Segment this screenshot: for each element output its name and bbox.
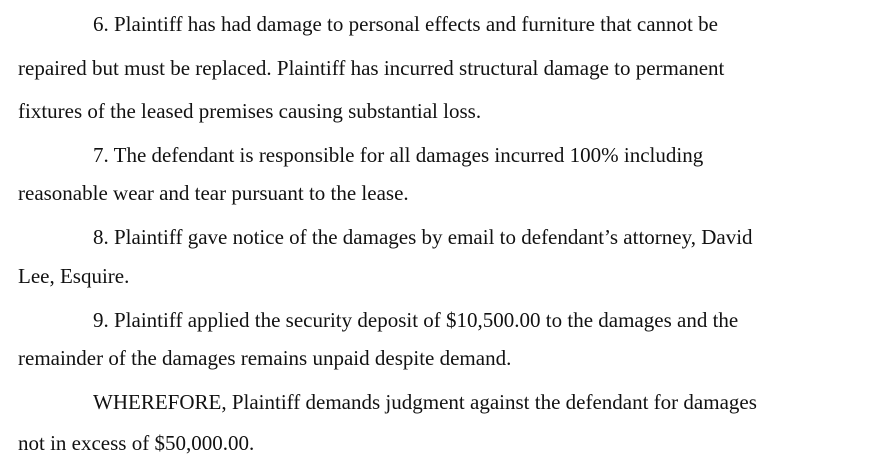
paragraph-9-line-2: remainder of the damages remains unpaid despite demand.: [18, 346, 512, 370]
paragraph-7-line-2: reasonable wear and tear pursuant to the lease.: [18, 181, 409, 205]
paragraph-6-line-3: fixtures of the leased premises causing substantial loss.: [18, 99, 482, 123]
paragraph-6-line-1: 6. Plaintiff has had damage to personal effects and furniture that cannot be: [93, 12, 718, 36]
wherefore-line-2: not in excess of $50,000.00.: [18, 431, 255, 455]
paragraph-8-line-2: Lee, Esquire.: [18, 264, 130, 288]
paragraph-7-line-1: 7. The defendant is responsible for all damages incurred 100% including: [93, 143, 704, 167]
paragraph-8-line-1: 8. Plaintiff gave notice of the damages by email to defendant’s attorney, David: [93, 225, 753, 249]
paragraph-9-line-1: 9. Plaintiff applied the security deposit of $10,500.00 to the damages and the: [93, 308, 739, 332]
paragraph-6-line-2: repaired but must be replaced. Plaintiff has incurred structural damage to permanent: [18, 56, 725, 80]
wherefore-line-1: WHEREFORE, Plaintiff demands judgment against the defendant for damages: [93, 390, 757, 414]
